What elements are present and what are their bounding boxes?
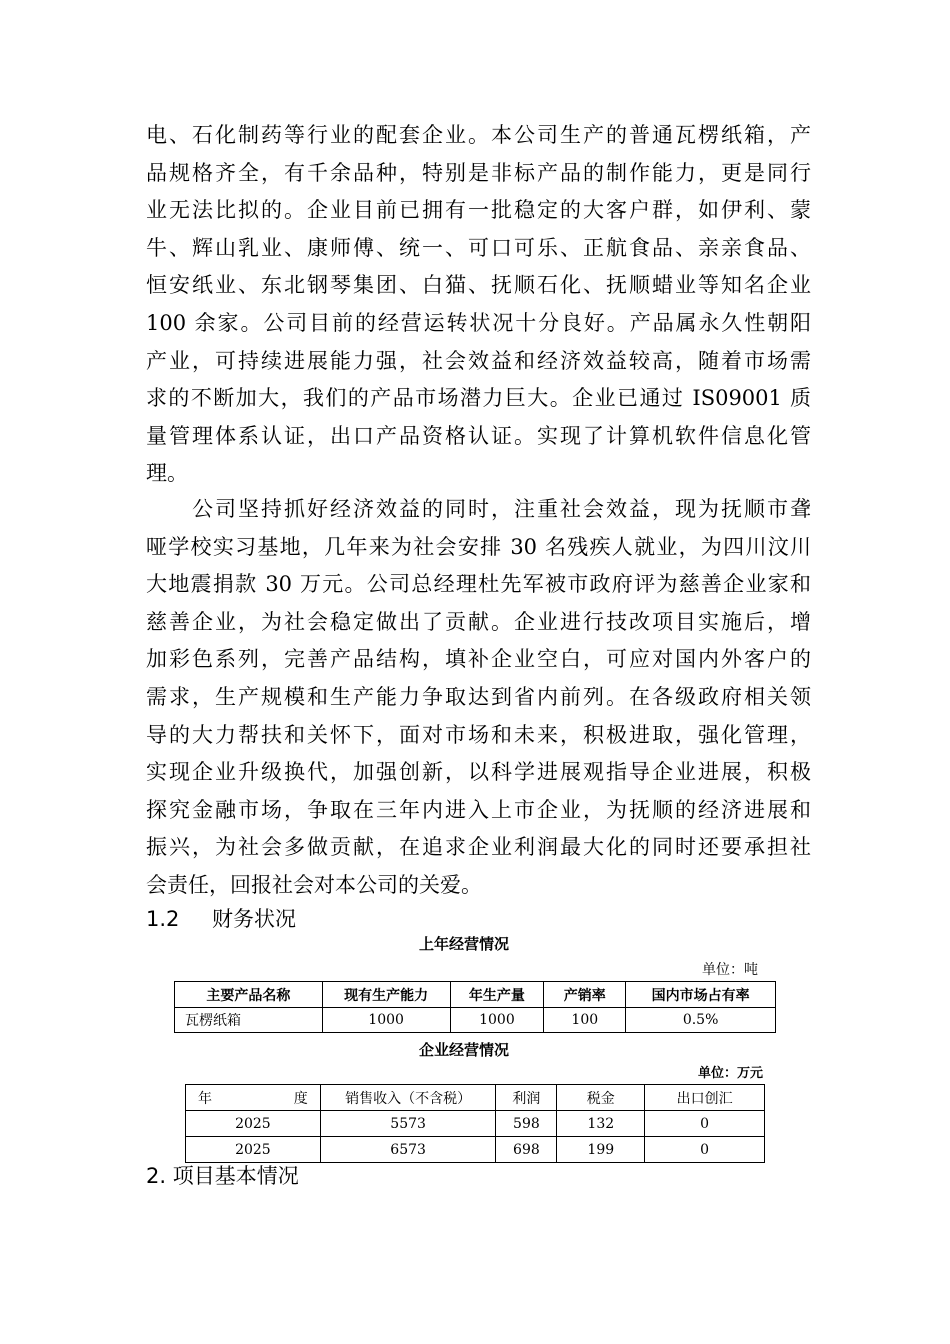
text-line: 需求，生产规模和生产能力争取达到省内前列。在各级政府相关领 (146, 684, 811, 709)
table-cell: 6573 (320, 1137, 496, 1163)
table-cell: 0.5% (626, 1008, 776, 1033)
enterprise-operations-table (185, 1084, 765, 1163)
table-cell: 132 (557, 1111, 645, 1137)
table-caption-enterprise: 企业经营情况 (419, 1041, 510, 1059)
table-cell: 199 (557, 1137, 645, 1163)
text-line: 探究金融市场，争取在三年内进入上市企业，为抚顺的经济进展和 (146, 797, 811, 822)
text-line: 哑学校实习基地，几年来为社会安排 30 名残疾人就业，为四川汶川 (146, 534, 811, 559)
text-line: 公司坚持抓好经济效益的同时，注重社会效益，现为抚顺市聋 (146, 497, 811, 521)
header-cell: 利润 (496, 1085, 557, 1111)
text-line: 大地震捐款 30 万元。公司总经理杜先军被市政府评为慈善企业家和 (146, 572, 811, 597)
text-line: 振兴，为社会多做贡献，在追求企业利润最大化的同时还要承担社 (146, 835, 811, 860)
section-title: 财务状况 (212, 907, 296, 931)
text-line: 量管理体系认证，出口产品资格认证。实现了计算机软件信息化管 (146, 423, 811, 448)
section-heading-project-info: 2. 项目基本情况 (146, 1164, 299, 1188)
table-cell: 100 (544, 1008, 626, 1033)
table-header-row (186, 1085, 765, 1111)
table-cell: 0 (645, 1111, 765, 1137)
table-unit-label: 单位：吨 (702, 962, 758, 978)
table-unit-label: 单位：万元 (698, 1066, 764, 1081)
section-number: 1.2 (146, 907, 180, 931)
table-caption-last-year: 上年经营情况 (419, 935, 510, 953)
table-cell: 1000 (322, 1008, 450, 1033)
table-row (186, 1137, 765, 1163)
table-header-row (175, 982, 776, 1008)
header-cell: 出口创汇 (645, 1085, 765, 1111)
table-cell: 698 (496, 1137, 557, 1163)
header-cell: 销售收入（不含税） (320, 1085, 496, 1111)
table-cell: 0 (645, 1137, 765, 1163)
text-line: 牛、辉山乳业、康师傅、统一、可口可乐、正航食品、亲亲食品、 (146, 235, 811, 260)
header-cell: 税金 (557, 1085, 645, 1111)
header-cell: 主要产品名称 (175, 982, 323, 1008)
text-line: 品规格齐全，有千余品种，特别是非标产品的制作能力，更是同行 (146, 160, 811, 185)
table-cell: 1000 (450, 1008, 544, 1033)
table-cell: 2025 (186, 1111, 321, 1137)
header-year-char: 年 (198, 1090, 212, 1107)
header-cell-year (186, 1085, 321, 1111)
text-line: 实现企业升级换代，加强创新，以科学进展观指导企业进展，积极 (146, 760, 811, 785)
text-line: 恒安纸业、东北钢琴集团、白猫、抚顺石化、抚顺蜡业等知名企业 (146, 273, 811, 298)
header-cell: 国内市场占有率 (626, 982, 776, 1008)
section-heading-financial (146, 903, 296, 933)
table-cell: 瓦楞纸箱 (175, 1008, 323, 1033)
table-row (175, 1008, 776, 1033)
text-line: 理。 (146, 461, 188, 486)
last-year-operations-table (174, 981, 776, 1033)
header-year-char: 度 (293, 1090, 308, 1107)
header-cell: 现有生产能力 (322, 982, 450, 1008)
text-line: 产业，可持续进展能力强，社会效益和经济效益较高，随着市场需 (146, 348, 811, 373)
text-line: 电、石化制药等行业的配套企业。本公司生产的普通瓦楞纸箱，产 (146, 123, 811, 147)
header-cell: 产销率 (544, 982, 626, 1008)
text-line: 会责任，回报社会对本公司的关爱。 (146, 872, 482, 897)
paragraph-social-benefit (146, 491, 811, 905)
table-row (186, 1111, 765, 1137)
header-cell: 年生产量 (450, 982, 544, 1008)
text-line: 加彩色系列，完善产品结构，填补企业空白，可应对国内外客户的 (146, 647, 811, 672)
text-line: 慈善企业，为社会稳定做出了贡献。企业进行技改项目实施后，增 (146, 609, 811, 634)
text-line: 业无法比拟的。企业目前已拥有一批稳定的大客户群，如伊利、蒙 (146, 198, 811, 223)
paragraph-company-intro (146, 117, 811, 493)
table-cell: 5573 (320, 1111, 496, 1137)
text-line: 100 余家。公司目前的经营运转状况十分良好。产品属永久性朝阳 (146, 310, 811, 335)
table-cell: 598 (496, 1111, 557, 1137)
text-line: 求的不断加大，我们的产品市场潜力巨大。企业已通过 IS09001 质 (146, 386, 811, 411)
text-line: 导的大力帮扶和关怀下，面对市场和未来，积极进取，强化管理， (146, 722, 811, 747)
table-cell: 2025 (186, 1137, 321, 1163)
